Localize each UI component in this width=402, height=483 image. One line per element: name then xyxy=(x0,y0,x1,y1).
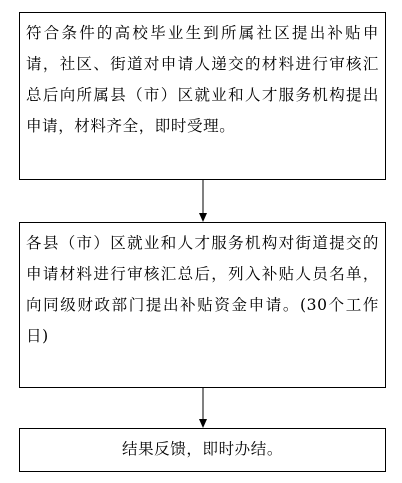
flow-step-text: 各县（市）区就业和人才服务机构对街道提交的申请材料进行审核汇总后，列入补贴人员名单，向同级财政部门提出补贴资金申请。(30个工作日) xyxy=(26,234,379,345)
flow-step-review-and-request-funds xyxy=(19,222,386,388)
flow-arrow-down xyxy=(0,388,402,428)
flow-step-text: 符合条件的高校毕业生到所属社区提出补贴申请，社区、街道对申请人递交的材料进行审核汇总后向所属县（市）区就业和人才服务机构提出申请，材料齐全，即时受理。 xyxy=(26,24,379,135)
flow-step-submit-application xyxy=(19,12,386,180)
flow-step-text: 结果反馈，即时办结。 xyxy=(121,440,283,458)
flow-step-result-feedback xyxy=(19,428,386,472)
flow-arrow-down xyxy=(0,180,402,222)
